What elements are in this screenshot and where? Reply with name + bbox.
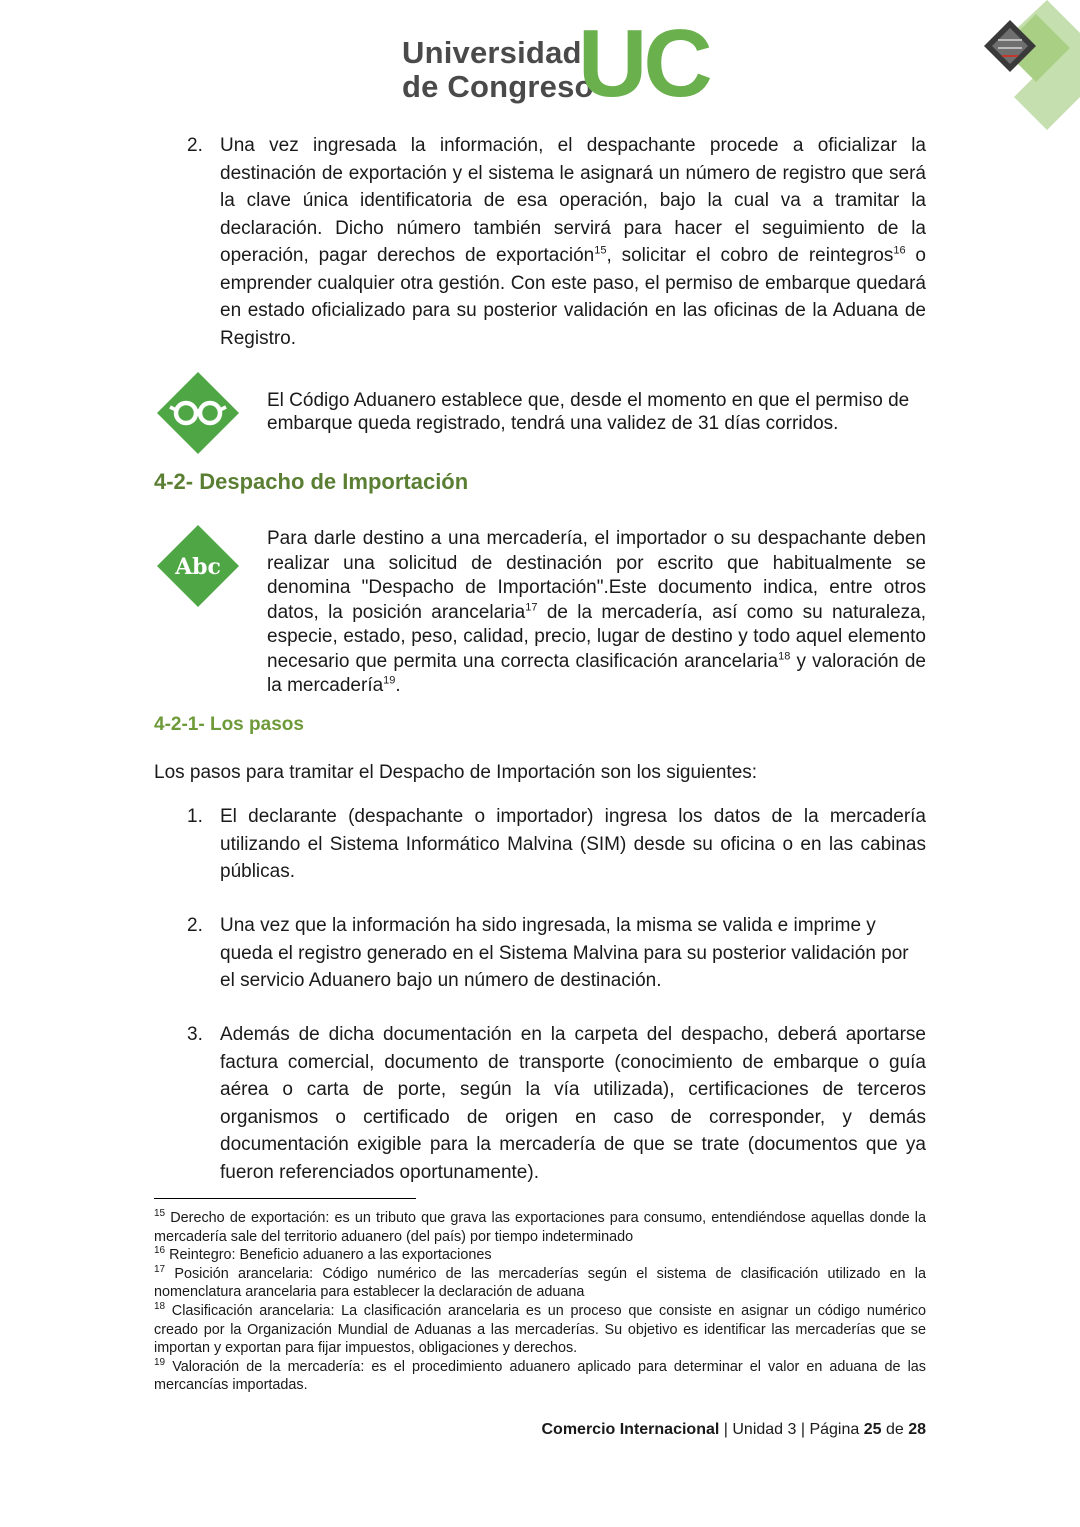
logo-line-2: de Congreso <box>402 69 594 104</box>
footnote <box>154 1246 926 1265</box>
page-footer <box>541 1421 926 1439</box>
footnote <box>154 1358 926 1395</box>
paragraph-text: Una vez ingresada la información, el despachante procede a oficializar la destinación de exportación y el sistema le asignará un número de registro que será la clave única identificatoria de esa operación, bajo la cual va a tramitar la declaración. Dicho número también servirá para hacer el seguimiento de la operación, pagar derechos de exportación <box>220 135 926 266</box>
footnote <box>154 1302 926 1358</box>
course-name: Comercio Internacional <box>541 1421 720 1438</box>
list-number: 1. <box>187 806 203 827</box>
steps-intro: Los pasos para tramitar el Despacho de Importación son los siguientes: <box>154 762 758 783</box>
footnote-text: Clasificación arancelaria: La clasificación arancelaria es un proceso que consiste en asignar un código numérico creado por la Organización Mundial de Aduanas a las mercaderías. Su objetivo es identificar las mercaderías que se importan y exportan para fijar impuestos, obligaciones y derechos. <box>154 1302 926 1357</box>
logo-line-1: Universidad <box>402 35 582 70</box>
import-step-3: Además de dicha documentación en la carpeta del despacho, deberá aportarse factura comercial, documento de transporte (conocimiento de embarque o guía aérea o carta de porte, según la vía utilizada), certificaciones de terceros organismos o certificado de origen en caso de corresponder, y demás documentación exigible para la mercadería de que se trate (documentos que ya fueron referenciados oportunamente). <box>220 1024 926 1183</box>
glasses-icon <box>155 370 241 456</box>
footnote-text: Reintegro: Beneficio aduanero a las exportaciones <box>165 1247 492 1264</box>
list-number: 3. <box>187 1024 203 1045</box>
footnote-ref: 17 <box>525 601 538 614</box>
footnote <box>154 1265 926 1302</box>
footnote-number: 17 <box>154 1263 166 1275</box>
svg-text:Abc: Abc <box>175 554 221 580</box>
footer-separator: | <box>719 1421 733 1438</box>
paragraph-text: Para darle destino a una mercadería, el importador o su despachante deben realizar una solicitud de destinación por escrito que habitualmente se denomina "Despacho de Importación".Este documento indica, entre otros datos, la posición arancelaria <box>267 528 926 623</box>
code-validity-note: El Código Aduanero establece que, desde el momento en que el permiso de embarque queda registrado, tendrá una validez de 31 días corridos. <box>267 390 910 434</box>
import-dispatch-definition <box>267 527 926 699</box>
section-title: 4-2- Despacho de Importación <box>154 469 469 494</box>
footnote-text: Derecho de exportación: es un tributo que grava las exportaciones para consumo, entendiéndose aquellas donde la mercadería sale del territorio aduanero (del país) por tiempo indeterminado <box>154 1210 926 1245</box>
page-label: | Página <box>796 1421 864 1438</box>
corner-decoration-icon <box>984 0 1080 130</box>
abc-icon <box>155 523 241 609</box>
import-step-1: El declarante (despachante o importador) ingresa los datos de la mercadería utilizando el Sistema Informático Malvina (SIM) desde su oficina o en las cabinas públicas. <box>220 806 926 882</box>
subsection-title: 4-2-1- Los pasos <box>154 714 304 735</box>
footnote-text: Posición arancelaria: Código numérico de las mercaderías según el sistema de clasificación utilizado en la nomenclatura arancelaria para establecer la declaración de aduana <box>154 1265 926 1301</box>
footnote-number: 19 <box>154 1356 166 1368</box>
list-number: 2. <box>187 135 203 156</box>
import-step-2: Una vez que la información ha sido ingresada, la misma se valida e imprime y queda el registro generado en el Sistema Malvina para su posterior validación por el servicio Aduanero bajo un número de destinación. <box>220 915 909 991</box>
footnote-ref: 18 <box>778 650 791 663</box>
footnote-number: 15 <box>154 1208 166 1220</box>
paragraph-text: de la mercadería, así como su naturaleza, especie, estado, peso, calidad, precio, lugar de destino y todo aquel elemento necesario que permita una correcta clasificación arancelaria <box>267 601 926 672</box>
list-number: 2. <box>187 915 203 936</box>
paragraph-text: y valoración de la mercadería <box>267 650 927 696</box>
paragraph-text: . <box>395 675 401 696</box>
export-step-2-paragraph <box>220 132 926 352</box>
footnote-separator <box>154 1198 416 1199</box>
university-logo-text <box>402 36 594 104</box>
paragraph-text: o emprender cualquier otra gestión. Con este paso, el permiso de embarque quedará en estado oficializado para su posterior validación en las oficinas de la Aduana de Registro. <box>220 245 926 349</box>
footnote-ref: 16 <box>893 244 906 257</box>
paragraph-text: , solicitar el cobro de reintegros <box>606 245 894 266</box>
footnotes <box>154 1209 926 1395</box>
footnote-ref: 15 <box>594 244 607 257</box>
unit-label: Unidad 3 <box>732 1421 797 1438</box>
footnote-number: 16 <box>154 1245 166 1257</box>
uc-logo-mark: UC <box>578 10 709 117</box>
footnote-ref: 19 <box>383 674 396 687</box>
footnote-number: 18 <box>154 1301 166 1313</box>
footnote-text: Valoración de la mercadería: es el procedimiento aduanero aplicado para determinar el valor en aduana de las mercancías importadas. <box>154 1358 926 1394</box>
page-number: 25 <box>863 1421 882 1438</box>
page-total: 28 <box>908 1421 926 1438</box>
page-of: de <box>881 1421 909 1438</box>
footnote <box>154 1209 926 1246</box>
